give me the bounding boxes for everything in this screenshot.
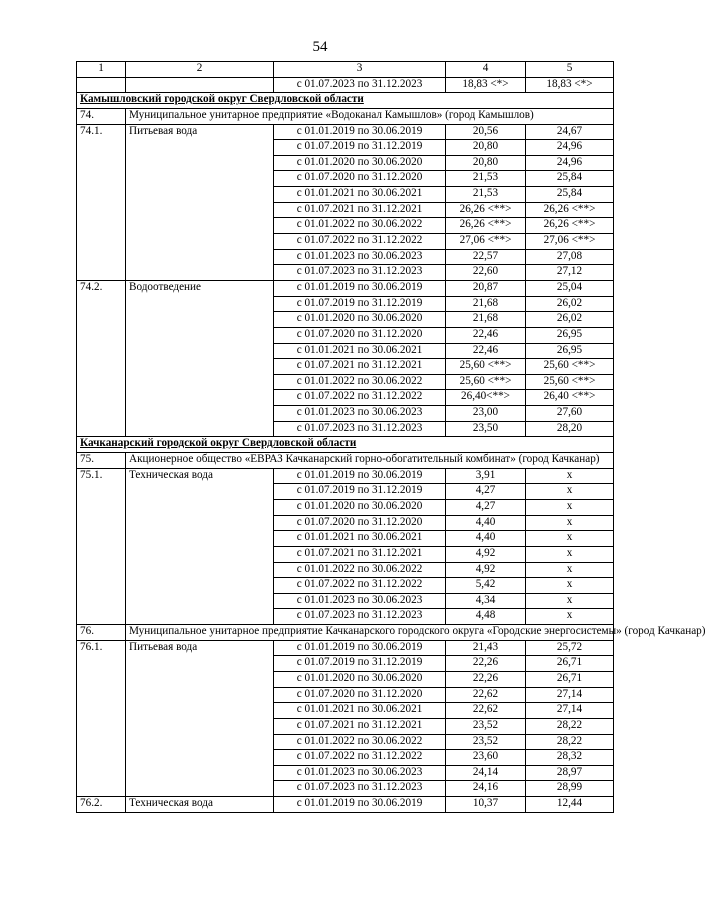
- period-cell: с 01.07.2021 по 31.12.2021: [274, 359, 446, 375]
- tariff-table: [76, 61, 705, 813]
- tariff-value-with-vat-cell: 25,04: [526, 280, 614, 296]
- period-cell: с 01.07.2021 по 31.12.2021: [274, 546, 446, 562]
- organization-number: 76.: [77, 625, 126, 641]
- period-cell: с 01.07.2022 по 31.12.2022: [274, 578, 446, 594]
- period-cell: с 01.01.2020 по 30.06.2020: [274, 671, 446, 687]
- tariff-row: [77, 77, 614, 93]
- tariff-value-with-vat-cell: х: [526, 484, 614, 500]
- tariff-value-with-vat-cell: 28,22: [526, 718, 614, 734]
- period-cell: с 01.07.2019 по 31.12.2019: [274, 656, 446, 672]
- tariff-value-with-vat-cell: х: [526, 562, 614, 578]
- tariff-value-with-vat-cell: 12,44: [526, 797, 614, 813]
- tariff-value-with-vat-cell: 27,06 <**>: [526, 234, 614, 250]
- period-cell: с 01.07.2022 по 31.12.2022: [274, 750, 446, 766]
- tariff-value-cell: 22,26: [446, 671, 526, 687]
- tariff-value-cell: 4,48: [446, 609, 526, 625]
- tariff-value-cell: 23,50: [446, 421, 526, 437]
- empty-cell: [77, 77, 126, 93]
- tariff-value-cell: 22,57: [446, 249, 526, 265]
- period-cell: с 01.01.2023 по 30.06.2023: [274, 406, 446, 422]
- service-number: 76.1.: [77, 640, 126, 796]
- service-name: Водоотведение: [126, 280, 274, 436]
- tariff-value-cell: 26,26 <**>: [446, 202, 526, 218]
- tariff-value-cell: 23,52: [446, 734, 526, 750]
- tariff-value-cell: 23,60: [446, 750, 526, 766]
- tariff-value-cell: 22,46: [446, 327, 526, 343]
- tariff-value-with-vat-cell: 27,08: [526, 249, 614, 265]
- organization-name: Муниципальное унитарное предприятие Качканарского городского округа «Городские энергосистемы» (город Качканар): [126, 625, 614, 641]
- tariff-value-cell: 22,60: [446, 265, 526, 281]
- tariff-value-with-vat-cell: х: [526, 609, 614, 625]
- tariff-value-with-vat-cell: 26,26 <**>: [526, 202, 614, 218]
- period-cell: с 01.01.2020 по 30.06.2020: [274, 155, 446, 171]
- tariff-value-with-vat-cell: 28,20: [526, 421, 614, 437]
- tariff-value-cell: 4,27: [446, 499, 526, 515]
- tariff-row: [77, 468, 614, 484]
- organization-name: Муниципальное унитарное предприятие «Водоканал Камышлов» (город Камышлов): [126, 108, 614, 124]
- tariff-value-cell: 25,60 <**>: [446, 359, 526, 375]
- tariff-value-with-vat-cell: 27,14: [526, 703, 614, 719]
- tariff-value-with-vat-cell: х: [526, 499, 614, 515]
- tariff-value-cell: 4,92: [446, 546, 526, 562]
- column-header: 4: [446, 62, 526, 78]
- period-cell: с 01.07.2019 по 31.12.2019: [274, 484, 446, 500]
- tariff-value-with-vat-cell: 26,71: [526, 656, 614, 672]
- tariff-value-cell: 5,42: [446, 578, 526, 594]
- organization-number: 75.: [77, 453, 126, 469]
- tariff-value-with-vat-cell: 28,22: [526, 734, 614, 750]
- tariff-value-cell: 21,68: [446, 296, 526, 312]
- section-title: Камышловский городской округ Свердловской области: [77, 93, 614, 109]
- tariff-value-cell: 21,68: [446, 312, 526, 328]
- period-cell: с 01.01.2022 по 30.06.2022: [274, 734, 446, 750]
- tariff-value-with-vat-cell: 26,02: [526, 312, 614, 328]
- period-cell: с 01.07.2020 по 31.12.2020: [274, 327, 446, 343]
- tariff-value-cell: 24,16: [446, 781, 526, 797]
- tariff-value-cell: 10,37: [446, 797, 526, 813]
- tariff-row: [77, 124, 614, 140]
- tariff-value-cell: 26,26 <**>: [446, 218, 526, 234]
- tariff-value-with-vat-cell: 27,14: [526, 687, 614, 703]
- section-header-row: [77, 93, 614, 109]
- service-number: 75.1.: [77, 468, 126, 624]
- tariff-value-cell: 20,80: [446, 140, 526, 156]
- period-cell: с 01.07.2023 по 31.12.2023: [274, 609, 446, 625]
- tariff-value-cell: 21,53: [446, 187, 526, 203]
- tariff-value-cell: 21,53: [446, 171, 526, 187]
- tariff-value-with-vat-cell: 27,60: [526, 406, 614, 422]
- tariff-value-cell: 22,62: [446, 703, 526, 719]
- tariff-row: [77, 280, 614, 296]
- tariff-value-cell: 23,52: [446, 718, 526, 734]
- tariff-value-with-vat-cell: 28,99: [526, 781, 614, 797]
- tariff-value-with-vat-cell: 28,32: [526, 750, 614, 766]
- empty-cell: [126, 77, 274, 93]
- tariff-value-with-vat-cell: х: [526, 578, 614, 594]
- tariff-value-cell: 25,60 <**>: [446, 374, 526, 390]
- column-header: 3: [274, 62, 446, 78]
- period-cell: с 01.01.2023 по 30.06.2023: [274, 249, 446, 265]
- period-cell: с 01.07.2023 по 31.12.2023: [274, 77, 446, 93]
- period-cell: с 01.01.2019 по 30.06.2019: [274, 640, 446, 656]
- period-cell: с 01.07.2023 по 31.12.2023: [274, 781, 446, 797]
- column-header: 1: [77, 62, 126, 78]
- period-cell: с 01.01.2020 по 30.06.2020: [274, 312, 446, 328]
- tariff-value-cell: 27,06 <**>: [446, 234, 526, 250]
- period-cell: с 01.07.2019 по 31.12.2019: [274, 140, 446, 156]
- period-cell: с 01.01.2021 по 30.06.2021: [274, 187, 446, 203]
- tariff-row: [77, 640, 614, 656]
- service-number: 74.2.: [77, 280, 126, 436]
- period-cell: с 01.07.2023 по 31.12.2023: [274, 421, 446, 437]
- tariff-value-with-vat-cell: х: [526, 593, 614, 609]
- period-cell: с 01.01.2022 по 30.06.2022: [274, 562, 446, 578]
- period-cell: с 01.01.2023 по 30.06.2023: [274, 593, 446, 609]
- tariff-value-cell: 23,00: [446, 406, 526, 422]
- period-cell: с 01.01.2023 по 30.06.2023: [274, 765, 446, 781]
- period-cell: с 01.07.2023 по 31.12.2023: [274, 265, 446, 281]
- column-header: 2: [126, 62, 274, 78]
- period-cell: с 01.07.2019 по 31.12.2019: [274, 296, 446, 312]
- service-name: Техническая вода: [126, 468, 274, 624]
- tariff-value-cell: 20,80: [446, 155, 526, 171]
- tariff-value-cell: 3,91: [446, 468, 526, 484]
- tariff-value-cell: 18,83 <*>: [446, 77, 526, 93]
- organization-row: [77, 625, 614, 641]
- service-number: 74.1.: [77, 124, 126, 280]
- period-cell: с 01.01.2022 по 30.06.2022: [274, 218, 446, 234]
- tariff-value-with-vat-cell: х: [526, 531, 614, 547]
- period-cell: с 01.07.2020 по 31.12.2020: [274, 171, 446, 187]
- tariff-value-with-vat-cell: 26,02: [526, 296, 614, 312]
- tariff-value-with-vat-cell: 18,83 <*>: [526, 77, 614, 93]
- tariff-value-cell: 22,46: [446, 343, 526, 359]
- period-cell: с 01.01.2019 по 30.06.2019: [274, 280, 446, 296]
- tariff-value-with-vat-cell: х: [526, 515, 614, 531]
- tariff-value-with-vat-cell: 25,84: [526, 171, 614, 187]
- tariff-value-with-vat-cell: 25,84: [526, 187, 614, 203]
- tariff-value-with-vat-cell: х: [526, 468, 614, 484]
- period-cell: с 01.01.2019 по 30.06.2019: [274, 124, 446, 140]
- service-name: Питьевая вода: [126, 640, 274, 796]
- tariff-value-cell: 24,14: [446, 765, 526, 781]
- tariff-value-with-vat-cell: 24,67: [526, 124, 614, 140]
- tariff-value-with-vat-cell: 24,96: [526, 155, 614, 171]
- tariff-row: [77, 797, 614, 813]
- tariff-value-cell: 4,27: [446, 484, 526, 500]
- tariff-value-with-vat-cell: 25,60 <**>: [526, 359, 614, 375]
- tariff-value-with-vat-cell: 25,60 <**>: [526, 374, 614, 390]
- period-cell: с 01.01.2021 по 30.06.2021: [274, 343, 446, 359]
- tariff-value-cell: 21,43: [446, 640, 526, 656]
- service-name: Техническая вода: [126, 797, 274, 813]
- section-header-row: [77, 437, 614, 453]
- period-cell: с 01.07.2022 по 31.12.2022: [274, 390, 446, 406]
- tariff-value-cell: 26,40<**>: [446, 390, 526, 406]
- tariff-value-with-vat-cell: 28,97: [526, 765, 614, 781]
- tariff-value-cell: 20,87: [446, 280, 526, 296]
- column-header: 5: [526, 62, 614, 78]
- section-title: Качканарский городской округ Свердловской области: [77, 437, 614, 453]
- period-cell: с 01.07.2022 по 31.12.2022: [274, 234, 446, 250]
- tariff-value-with-vat-cell: 27,12: [526, 265, 614, 281]
- service-name: Питьевая вода: [126, 124, 274, 280]
- column-header-row: [77, 62, 614, 78]
- period-cell: с 01.07.2020 по 31.12.2020: [274, 515, 446, 531]
- organization-number: 74.: [77, 108, 126, 124]
- period-cell: с 01.07.2020 по 31.12.2020: [274, 687, 446, 703]
- organization-row: [77, 453, 614, 469]
- service-number: 76.2.: [77, 797, 126, 813]
- page-number: 54: [312, 39, 328, 55]
- period-cell: с 01.01.2022 по 30.06.2022: [274, 374, 446, 390]
- tariff-value-with-vat-cell: 26,95: [526, 343, 614, 359]
- tariff-value-with-vat-cell: 26,71: [526, 671, 614, 687]
- tariff-value-cell: 22,26: [446, 656, 526, 672]
- period-cell: с 01.01.2019 по 30.06.2019: [274, 468, 446, 484]
- tariff-value-cell: 20,56: [446, 124, 526, 140]
- period-cell: с 01.01.2021 по 30.06.2021: [274, 703, 446, 719]
- tariff-value-cell: 4,34: [446, 593, 526, 609]
- tariff-value-with-vat-cell: 24,96: [526, 140, 614, 156]
- tariff-value-with-vat-cell: 26,95: [526, 327, 614, 343]
- period-cell: с 01.01.2021 по 30.06.2021: [274, 531, 446, 547]
- period-cell: с 01.07.2021 по 31.12.2021: [274, 202, 446, 218]
- tariff-value-with-vat-cell: 25,72: [526, 640, 614, 656]
- tariff-value-cell: 22,62: [446, 687, 526, 703]
- tariff-value-cell: 4,40: [446, 515, 526, 531]
- period-cell: с 01.07.2021 по 31.12.2021: [274, 718, 446, 734]
- tariff-value-with-vat-cell: 26,26 <**>: [526, 218, 614, 234]
- period-cell: с 01.01.2019 по 30.06.2019: [274, 797, 446, 813]
- period-cell: с 01.01.2020 по 30.06.2020: [274, 499, 446, 515]
- tariff-value-with-vat-cell: х: [526, 546, 614, 562]
- organization-row: [77, 108, 614, 124]
- tariff-value-cell: 4,92: [446, 562, 526, 578]
- tariff-value-cell: 4,40: [446, 531, 526, 547]
- organization-name: Акционерное общество «ЕВРАЗ Качканарский горно-обогатительный комбинат» (город Качканар): [126, 453, 614, 469]
- tariff-value-with-vat-cell: 26,40 <**>: [526, 390, 614, 406]
